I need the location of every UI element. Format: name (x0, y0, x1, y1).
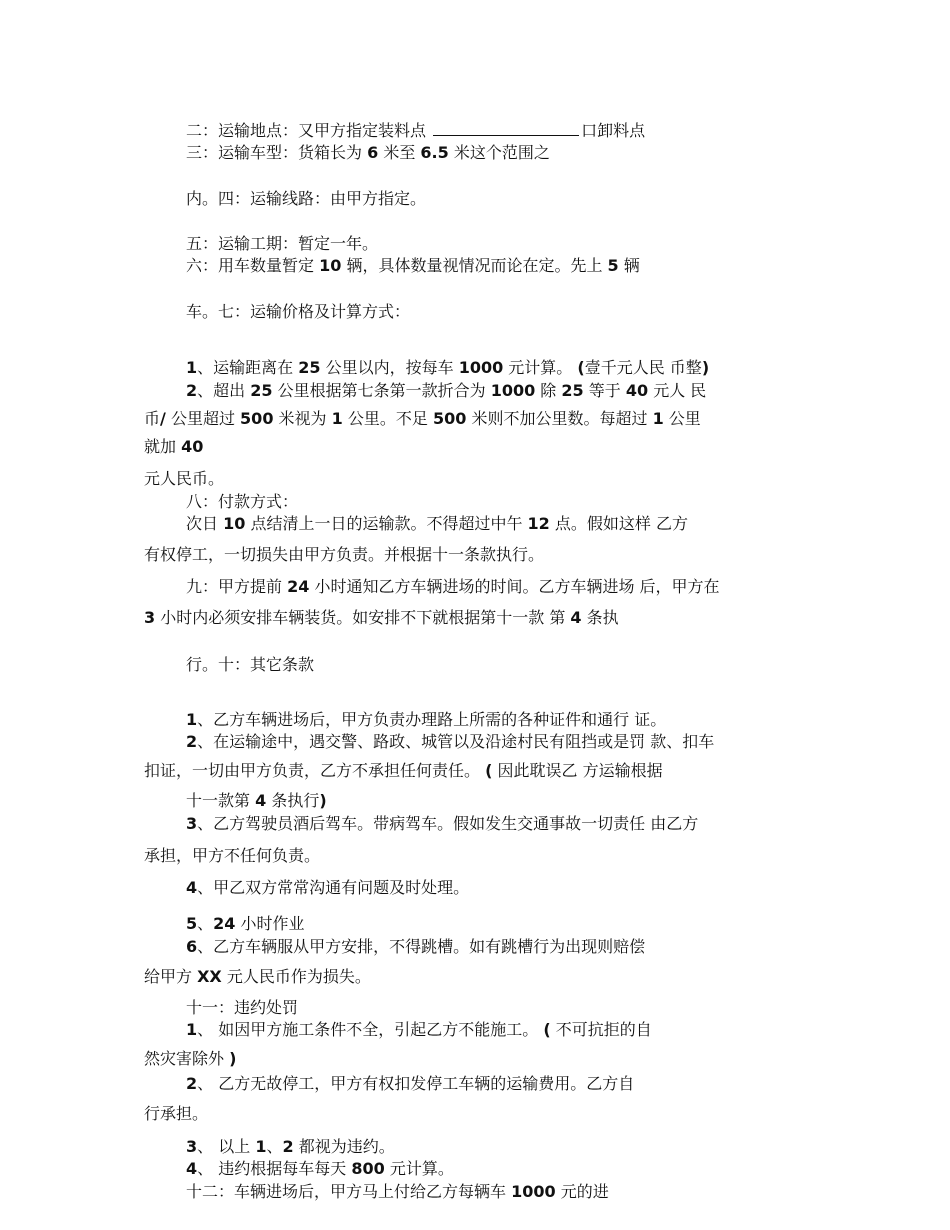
bold-number: 40 (625, 381, 649, 400)
text-line (186, 380, 706, 402)
bold-number: 5 (186, 914, 198, 933)
text-line (186, 1136, 395, 1158)
text-segment: 八：付款方式： (186, 492, 299, 511)
bold-number: 10 (223, 514, 246, 533)
text-segment: 车。七：运输价格及计算方式： (186, 302, 411, 321)
bold-number: 5 (607, 256, 619, 275)
text-segment: 因此耽误乙 方运输根据 (492, 761, 663, 780)
text-segment: 、运输距离在 (197, 358, 299, 377)
text-segment: 小时作业 (235, 914, 305, 933)
bold-number: 3 (186, 1137, 198, 1156)
text-segment: 公里以内，按每车 (320, 358, 459, 377)
fill-in-blank (433, 121, 579, 136)
text-line (186, 936, 645, 958)
text-segment: 等于 (583, 381, 626, 400)
text-line (144, 436, 203, 458)
text-segment: 元的进 (555, 1182, 609, 1201)
text-segment: 、 (197, 914, 214, 933)
bold-number: 10 (319, 256, 342, 275)
text-segment: 公里。不足 (342, 409, 433, 428)
bold-number: 1000 (511, 1182, 556, 1201)
text-line (186, 255, 640, 277)
text-segment: 条执行 (266, 791, 320, 810)
bold-number: 1000 (490, 381, 536, 400)
bold-number: 4 (186, 878, 198, 897)
bold-number: 6.5 (420, 143, 449, 162)
bold-number: ( (543, 1020, 551, 1039)
text-segment: 公里根据第七条第一款折合为 (272, 381, 491, 400)
text-segment: 十二：车辆进场后，甲方马上付给乙方每辆车 (186, 1182, 512, 1201)
text-segment: 不可抗拒的自 (550, 1020, 652, 1039)
text-segment: 六：用车数量暂定 (186, 256, 320, 275)
bold-number: 2 (186, 732, 198, 751)
text-segment: 米视为 (273, 409, 332, 428)
text-line (186, 654, 314, 676)
bold-number: 1000 (458, 358, 504, 377)
text-segment: 点。假如这样 乙方 (549, 514, 688, 533)
text-segment: 元人民币作为损失。 (221, 967, 371, 986)
text-line (186, 576, 720, 598)
text-line (144, 966, 371, 988)
bold-number: 500 (240, 409, 274, 428)
text-line (186, 491, 298, 513)
text-line (186, 813, 698, 835)
text-segment: 、乙方驾驶员酒后驾车。带病驾车。假如发生交通事故一切责任 由乙方 (197, 814, 699, 833)
bold-number: 6 (367, 143, 379, 162)
bold-number: 25 (250, 381, 273, 400)
text-segment: 、在运输途中，遇交警、路政、城管以及沿途村民有阻挡或是罚 款、扣车 (197, 732, 715, 751)
bold-number: ( (577, 358, 585, 377)
text-segment: 小时内必须安排车辆装货。如安排不下就根据第十一款 第 (155, 608, 571, 627)
bold-number: 25 (561, 381, 584, 400)
text-segment: 三：运输车型：货箱长为 (186, 143, 368, 162)
bold-number: ) (229, 1049, 237, 1068)
text-line (186, 731, 714, 753)
text-segment: 然灾害除外 (144, 1049, 230, 1068)
text-segment: 米则不加公里数。每超过 (466, 409, 653, 428)
text-line (186, 1158, 454, 1180)
bold-number: 4 (255, 791, 267, 810)
bold-number: ) (701, 358, 710, 377)
text-segment: 九：甲方提前 (186, 577, 288, 596)
text-line (144, 408, 701, 430)
text-line (186, 877, 469, 899)
text-segment: 、超出 (197, 381, 251, 400)
text-line (186, 1019, 652, 1041)
text-segment: 、 (266, 1137, 283, 1156)
text-line (186, 997, 298, 1019)
text-segment: 、甲乙双方常常沟通有问题及时处理。 (197, 878, 470, 897)
text-segment: 元计算。 (384, 1159, 454, 1178)
bold-number: 25 (298, 358, 321, 377)
text-line (144, 544, 544, 566)
text-line (144, 468, 224, 490)
text-segment: 二：运输地点：又甲方指定装料点 (186, 121, 432, 140)
text-segment: 米这个范围之 (448, 143, 550, 162)
text-line (186, 120, 645, 142)
text-segment: 十一款第 (186, 791, 256, 810)
text-segment: 、 违约根据每车每天 (197, 1159, 352, 1178)
text-segment: 、 以上 (197, 1137, 256, 1156)
text-segment: 承担，甲方不任何负责。 (144, 846, 321, 865)
text-line (186, 1073, 634, 1095)
text-segment: 公里 (663, 409, 701, 428)
bold-number: 4 (570, 608, 582, 627)
text-segment: 公里超过 (165, 409, 241, 428)
bold-number: 1 (186, 710, 198, 729)
text-segment: 元计算。 (503, 358, 578, 377)
bold-number: ) (319, 791, 327, 810)
bold-number: 2 (186, 381, 198, 400)
text-line (186, 913, 305, 935)
text-line (186, 188, 426, 210)
bold-number: XX (197, 967, 222, 986)
text-segment: 、 如因甲方施工条件不全，引起乙方不能施工。 (197, 1020, 544, 1039)
text-segment: 壹千元人民 币整 (584, 358, 702, 377)
text-segment: 条执 (581, 608, 619, 627)
bold-number: 500 (432, 409, 467, 428)
text-segment: 内。四：运输线路：由甲方指定。 (186, 189, 427, 208)
text-line (186, 357, 709, 379)
text-segment: 点结清上一日的运输款。不得超过中午 (245, 514, 528, 533)
text-segment: 就加 (144, 437, 182, 456)
text-segment: 口卸料点 (581, 121, 646, 140)
bold-number: 12 (527, 514, 550, 533)
text-segment: 给甲方 (144, 967, 198, 986)
text-segment: 辆 (618, 256, 640, 275)
text-segment: 除 (535, 381, 562, 400)
text-line (144, 845, 320, 867)
bold-number: 1 (186, 1020, 198, 1039)
text-segment: 、乙方车辆服从甲方安排，不得跳槽。如有跳槽行为出现则赔偿 (197, 937, 646, 956)
text-segment: 都视为违约。 (293, 1137, 395, 1156)
text-segment: 元人 民 (648, 381, 707, 400)
text-segment: 扣证，一切由甲方负责，乙方不承担任何责任。 (144, 761, 486, 780)
text-line (186, 301, 410, 323)
text-segment: 行承担。 (144, 1104, 209, 1123)
bold-number: 6 (186, 937, 198, 956)
bold-number: 24 (213, 914, 236, 933)
text-segment: 、乙方车辆进场后，甲方负责办理路上所需的各种证件和通行 证。 (197, 710, 667, 729)
bold-number: 2 (282, 1137, 294, 1156)
text-segment: 米至 (378, 143, 421, 162)
text-line (186, 1181, 609, 1203)
bold-number: 4 (186, 1159, 198, 1178)
bold-number: 24 (287, 577, 310, 596)
text-line (186, 513, 688, 535)
text-line (186, 142, 550, 164)
text-line (144, 1048, 236, 1070)
bold-number: 40 (181, 437, 204, 456)
bold-number: 1 (652, 409, 664, 428)
text-segment: 十一：违约处罚 (186, 998, 299, 1017)
text-segment: 次日 (186, 514, 224, 533)
text-line (144, 607, 619, 629)
text-segment: 辆，具体数量视情况而论在定。先上 (341, 256, 608, 275)
bold-number: 3 (186, 814, 198, 833)
bold-number: 1 (255, 1137, 267, 1156)
text-line (186, 233, 378, 255)
text-line (144, 1103, 208, 1125)
bold-number: / (160, 409, 166, 428)
bold-number: 1 (186, 358, 198, 377)
bold-number: ( (485, 761, 493, 780)
text-line (186, 790, 327, 812)
text-segment: 小时通知乙方车辆进场的时间。乙方车辆进场 后，甲方在 (309, 577, 720, 596)
text-line (186, 709, 666, 731)
text-segment: 元人民币。 (144, 469, 225, 488)
text-segment: 币 (144, 409, 161, 428)
text-segment: 五：运输工期：暂定一年。 (186, 234, 379, 253)
text-line (144, 760, 663, 782)
text-segment: 行。十：其它条款 (186, 655, 315, 674)
text-segment: 有权停工，一切损失由甲方负责。并根据十一条款执行。 (144, 545, 545, 564)
bold-number: 2 (186, 1074, 198, 1093)
text-segment: 、 乙方无故停工，甲方有权扣发停工车辆的运输费用。乙方自 (197, 1074, 635, 1093)
bold-number: 3 (144, 608, 156, 627)
bold-number: 800 (351, 1159, 385, 1178)
bold-number: 1 (331, 409, 343, 428)
